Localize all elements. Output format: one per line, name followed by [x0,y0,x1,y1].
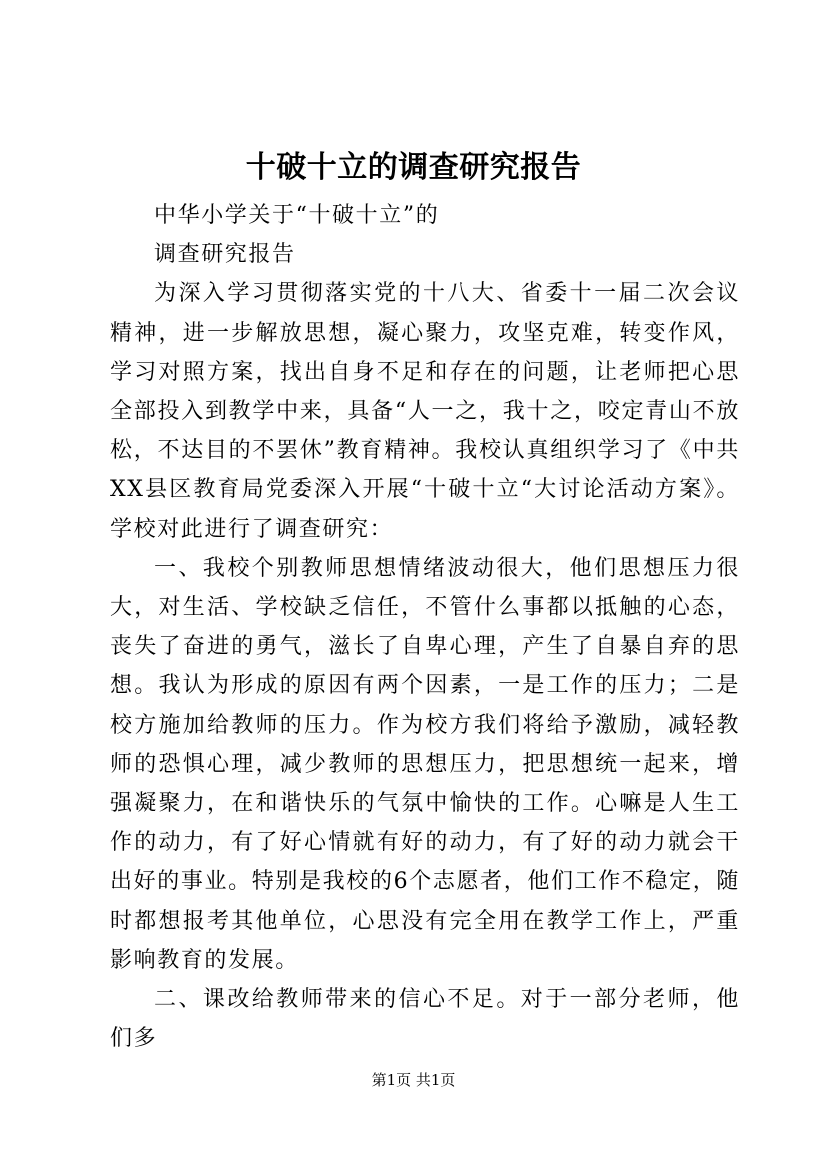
subtitle-line-1: 中华小学关于“十破十立”的 [154,203,440,228]
paragraph-intro: 为深入学习贯彻落实党的十八大、省委十一届二次会议精神，进一步解放思想，凝心聚力，攻坚克难，转变作风，学习对照方案，找出自身不足和存在的问题，让老师把心思全部投入到教学中来，具备“人一之，我十之，咬定青山不放松，不达目的不罢休”教育精神。我校认真组织学习了《中共XX县区教育局党委深入开展“十破十立“大讨论活动方案》。学校对此进行了调查研究： [110,281,740,542]
document-title: 十破十立的调查研究报告 [245,150,582,185]
page-footer: 第1页 共1页 [371,1071,456,1089]
subtitle-line-2: 调查研究报告 [154,242,296,268]
paragraph-section-1: 一、我校个别教师思想情绪波动很大，他们思想压力很大，对生活、学校缺乏信任，不管什么事都以抵触的心态，丧失了奋进的勇气，滋长了自卑心理，产生了自暴自弃的思想。我认为形成的原因有两个因素，一是工作的压力；二是校方施加给教师的压力。作为校方我们将给予激励，减轻教师的恐惧心理，减少教师的思想压力，把思想统一起来，增强凝聚力，在和谐快乐的气氛中愉快的工作。心嘛是人生工作的动力，有了好心情就有好的动力，有了好的动力就会干出好的事业。特别是我校的6个志愿者，他们工作不稳定，随时都想报考其他单位，心思没有完全用在教学工作上，严重影响教育的发展。 [110,555,740,973]
document-body [110,196,740,1058]
paragraph-section-2: 二、课改给教师带来的信心不足。对于一部分老师，他们多 [110,987,740,1052]
